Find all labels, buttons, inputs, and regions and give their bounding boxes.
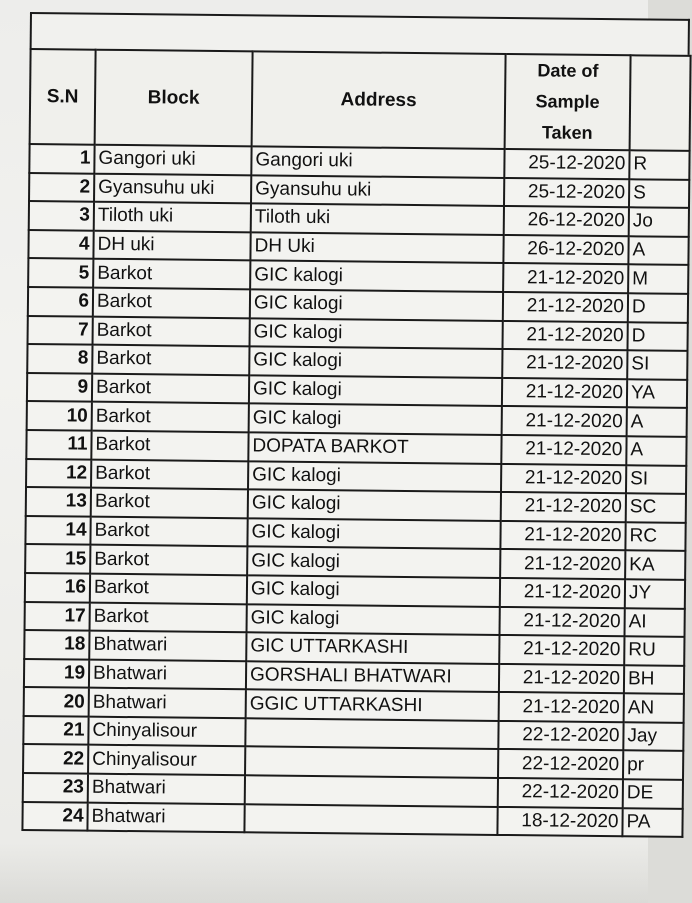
cell-address (245, 718, 498, 749)
cell-name-partial: AI (624, 608, 684, 637)
table-body (22, 144, 689, 837)
cell-name-partial: S (629, 179, 689, 208)
cell-sn: 7 (28, 316, 93, 345)
cell-sn: 10 (27, 401, 92, 430)
cell-sn: 1 (29, 144, 94, 173)
cell-date: 21-12-2020 (501, 435, 626, 465)
header-name (630, 55, 691, 151)
cell-name-partial: AN (624, 694, 684, 723)
cell-block: Bhatwari (87, 802, 244, 832)
cell-sn: 15 (25, 544, 90, 573)
cell-address: GIC kalogi (248, 489, 501, 520)
cell-block: Barkot (90, 545, 247, 575)
cell-block: Barkot (91, 459, 248, 489)
cell-name-partial: JY (625, 579, 685, 608)
cell-name-partial: A (628, 236, 688, 265)
cell-date: 22-12-2020 (498, 721, 623, 751)
cell-date: 21-12-2020 (503, 292, 628, 322)
cell-name-partial: KA (625, 551, 685, 580)
header-date-line-3: Taken (541, 122, 593, 143)
cell-date: 21-12-2020 (500, 606, 625, 636)
cell-date: 21-12-2020 (501, 492, 626, 522)
cell-block: Gangori uki (94, 145, 251, 175)
cell-sn: 12 (26, 459, 91, 488)
cell-block: DH uki (93, 230, 250, 260)
cell-block: Tiloth uki (94, 202, 251, 232)
cell-address: DH Uki (250, 232, 503, 263)
cell-address: GIC kalogi (247, 604, 500, 635)
cell-block: Barkot (93, 259, 250, 289)
cell-address: GIC kalogi (247, 518, 500, 549)
cell-sn: 22 (23, 744, 88, 773)
cell-date: 21-12-2020 (500, 549, 625, 579)
cell-address: GIC kalogi (249, 404, 502, 435)
cell-sn: 11 (26, 430, 91, 459)
cell-name-partial: pr (623, 751, 683, 780)
cell-block: Gyansuhu uki (94, 173, 251, 203)
header-block: Block (95, 50, 253, 147)
cell-date: 21-12-2020 (502, 406, 627, 436)
cell-date: 25-12-2020 (504, 178, 629, 208)
cell-block: Barkot (90, 516, 247, 546)
cell-name-partial: YA (627, 379, 687, 408)
cell-sn: 2 (29, 173, 94, 202)
cell-address (244, 804, 497, 835)
cell-address: GIC kalogi (247, 547, 500, 578)
cell-block: Chinyalisour (88, 717, 245, 747)
cell-address: GIC kalogi (249, 346, 502, 377)
cell-name-partial: RC (625, 522, 685, 551)
cell-date: 22-12-2020 (498, 749, 623, 779)
cell-sn: 8 (27, 344, 92, 373)
cell-address: GGIC UTTARKASHI (246, 690, 499, 721)
cell-name-partial: A (626, 436, 686, 465)
cell-block: Barkot (93, 316, 250, 346)
cell-date: 21-12-2020 (502, 378, 627, 408)
cell-date: 21-12-2020 (501, 463, 626, 493)
cell-name-partial: PA (622, 808, 682, 837)
cell-address: GIC kalogi (250, 318, 503, 349)
cell-date: 18-12-2020 (497, 807, 622, 837)
cell-block: Chinyalisour (88, 745, 245, 775)
sample-list-sheet (21, 12, 690, 838)
cell-sn: 18 (24, 630, 89, 659)
cell-name-partial: A (627, 408, 687, 437)
cell-address: GIC UTTARKASHI (246, 632, 499, 663)
cell-date: 21-12-2020 (500, 578, 625, 608)
cell-date: 25-12-2020 (504, 149, 629, 179)
cell-sn: 14 (25, 516, 90, 545)
cell-sn: 20 (24, 687, 89, 716)
cell-name-partial: SI (626, 465, 686, 494)
cell-date: 26-12-2020 (503, 235, 628, 265)
header-sn: S.N (30, 49, 96, 145)
cell-date: 26-12-2020 (504, 206, 629, 236)
cell-address: GIC kalogi (250, 289, 503, 320)
header-date-line-2: Sample (535, 91, 600, 112)
cell-name-partial: D (628, 293, 688, 322)
cell-address: Tiloth uki (251, 204, 504, 235)
cell-date: 21-12-2020 (499, 664, 624, 694)
cell-name-partial: R (629, 150, 689, 179)
cell-name-partial: Jay (623, 722, 683, 751)
cell-date: 21-12-2020 (499, 635, 624, 665)
cell-name-partial: SC (626, 493, 686, 522)
cell-sn: 3 (29, 201, 94, 230)
cell-sn: 5 (28, 258, 93, 287)
table-header-row (30, 49, 691, 151)
cell-name-partial: RU (624, 636, 684, 665)
cell-sn: 23 (23, 773, 88, 802)
cell-block: Barkot (91, 431, 248, 461)
cell-name-partial: D (627, 322, 687, 351)
cell-address: Gyansuhu uki (251, 175, 504, 206)
cell-block: Barkot (90, 602, 247, 632)
cell-date: 21-12-2020 (503, 263, 628, 293)
cell-sn: 4 (28, 230, 93, 259)
cell-address: Gangori uki (251, 146, 504, 177)
cell-sn: 9 (27, 373, 92, 402)
cell-date: 21-12-2020 (500, 521, 625, 551)
header-address: Address (252, 51, 506, 149)
photo-shadow (0, 843, 648, 903)
cell-name-partial: DE (623, 779, 683, 808)
cell-sn: 6 (28, 287, 93, 316)
header-date-of-sample-taken (505, 54, 631, 150)
cell-sn: 17 (25, 601, 90, 630)
table-row (22, 802, 682, 838)
cell-block: Bhatwari (89, 688, 246, 718)
cell-block: Bhatwari (88, 774, 245, 804)
cell-block: Bhatwari (89, 659, 246, 689)
cell-address: GIC kalogi (250, 261, 503, 292)
cell-address: GIC kalogi (248, 461, 501, 492)
cell-date: 21-12-2020 (502, 321, 627, 351)
cell-name-partial: BH (624, 665, 684, 694)
cell-address: GIC kalogi (247, 575, 500, 606)
cell-address (245, 775, 498, 806)
cell-address: GORSHALI BHATWARI (246, 661, 499, 692)
cell-name-partial: Jo (629, 207, 689, 236)
cell-sn: 21 (23, 716, 88, 745)
cell-sn: 16 (25, 573, 90, 602)
cell-address: DOPATA BARKOT (248, 432, 501, 463)
cell-date: 21-12-2020 (502, 349, 627, 379)
cell-address (245, 747, 498, 778)
cell-date: 22-12-2020 (498, 778, 623, 808)
cell-sn: 13 (26, 487, 91, 516)
cell-block: Bhatwari (89, 631, 246, 661)
cell-block: Barkot (92, 345, 249, 375)
cell-block: Barkot (92, 402, 249, 432)
header-date-line-1: Date of (537, 60, 599, 81)
cell-block: Barkot (93, 288, 250, 318)
cell-block: Barkot (92, 373, 249, 403)
cell-block: Barkot (90, 574, 247, 604)
cell-sn: 24 (22, 802, 87, 831)
cell-block: Barkot (91, 488, 248, 518)
cell-address: GIC kalogi (249, 375, 502, 406)
cell-sn: 19 (24, 659, 89, 688)
cell-date: 21-12-2020 (499, 692, 624, 722)
cell-name-partial: M (628, 265, 688, 294)
sample-table (21, 48, 691, 838)
cell-name-partial: SI (627, 350, 687, 379)
